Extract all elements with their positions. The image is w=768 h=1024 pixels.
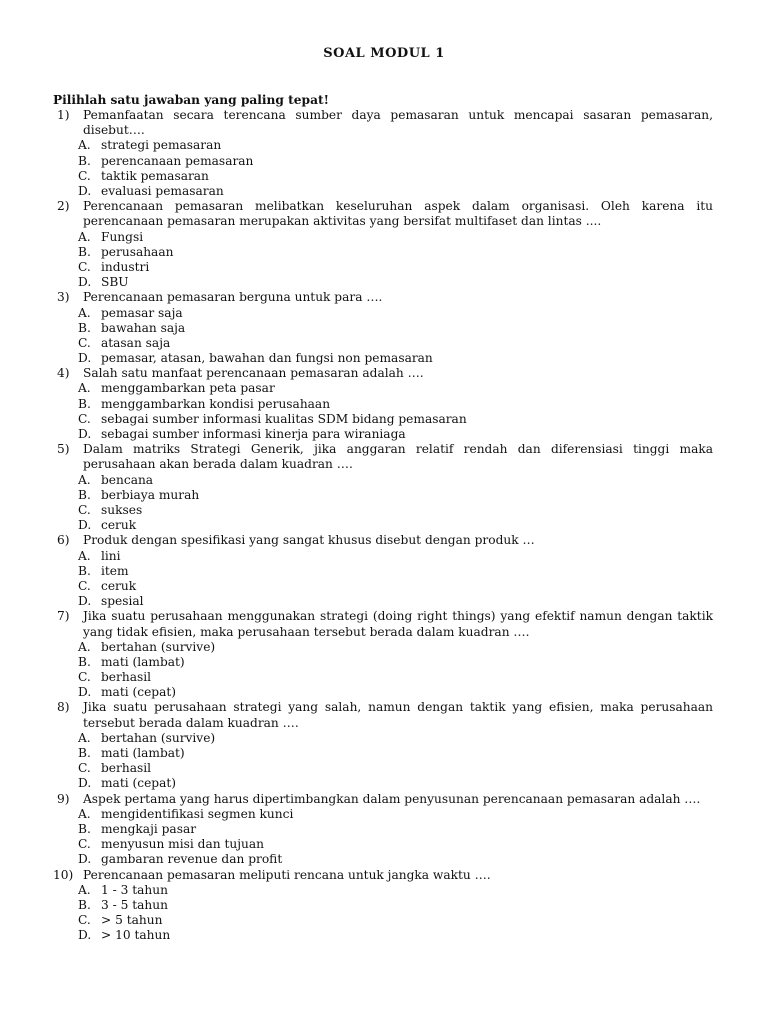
option-letter: B. bbox=[78, 396, 91, 411]
option-item bbox=[53, 655, 713, 670]
option-item bbox=[53, 837, 713, 852]
option-text: sebagai sumber informasi kualitas SDM bidang pemasaran bbox=[101, 411, 467, 426]
option-list bbox=[53, 473, 713, 534]
option-letter: C. bbox=[78, 913, 91, 928]
option-text: industri bbox=[101, 259, 150, 274]
option-text: sebagai sumber informasi kinerja para wiraniaga bbox=[101, 427, 406, 442]
option-letter: A. bbox=[78, 730, 91, 745]
option-item bbox=[53, 549, 713, 564]
question-line bbox=[53, 533, 713, 548]
option-letter: D. bbox=[78, 776, 92, 791]
option-item bbox=[53, 761, 713, 776]
question-item bbox=[53, 290, 713, 366]
question-number: 3) bbox=[57, 290, 70, 305]
option-letter: D. bbox=[78, 183, 92, 198]
option-letter: D. bbox=[78, 685, 92, 700]
question-number: 7) bbox=[57, 609, 70, 624]
option-text: > 5 tahun bbox=[101, 913, 163, 928]
question-line bbox=[53, 366, 713, 381]
option-letter: A. bbox=[78, 548, 91, 563]
option-text: atasan saja bbox=[101, 335, 171, 350]
option-text: bertahan (survive) bbox=[101, 639, 216, 654]
option-list bbox=[53, 731, 713, 792]
option-item bbox=[53, 230, 713, 245]
question-number: 5) bbox=[57, 442, 70, 457]
option-list bbox=[53, 381, 713, 442]
option-letter: D. bbox=[78, 427, 92, 442]
option-letter: A. bbox=[78, 381, 91, 396]
question-number: 2) bbox=[57, 199, 70, 214]
option-item bbox=[53, 397, 713, 412]
page-title: SOAL MODUL 1 bbox=[323, 46, 445, 61]
question-list bbox=[53, 93, 713, 944]
option-item bbox=[53, 852, 713, 867]
option-text: bencana bbox=[101, 472, 154, 487]
option-text: menyusun misi dan tujuan bbox=[101, 837, 264, 852]
question-line bbox=[53, 609, 713, 639]
option-letter: C. bbox=[78, 168, 91, 183]
option-letter: B. bbox=[78, 244, 91, 259]
option-text: strategi pemasaran bbox=[101, 138, 222, 153]
option-letter: B. bbox=[78, 563, 91, 578]
option-letter: C. bbox=[78, 335, 91, 350]
option-text: Fungsi bbox=[101, 229, 144, 244]
option-list bbox=[53, 306, 713, 367]
question-text: Pemanfaatan secara terencana sumber daya pemasaran untuk mencapai sasaran pemasaran, disebut…. bbox=[83, 108, 713, 138]
option-text: mengkaji pasar bbox=[101, 822, 197, 837]
option-text: mati (cepat) bbox=[101, 685, 177, 700]
option-letter: D. bbox=[78, 518, 92, 533]
option-text: 1 - 3 tahun bbox=[101, 882, 168, 897]
option-text: gambaran revenue dan profit bbox=[101, 852, 283, 867]
question-number: 1) bbox=[57, 108, 70, 122]
option-text: berhasil bbox=[101, 761, 152, 776]
option-letter: C. bbox=[78, 761, 91, 776]
option-item bbox=[53, 822, 713, 837]
option-list bbox=[53, 807, 713, 868]
option-item bbox=[53, 154, 713, 169]
option-letter: D. bbox=[78, 351, 92, 366]
option-letter: D. bbox=[78, 275, 92, 290]
question-line bbox=[53, 290, 713, 305]
question-line bbox=[53, 442, 713, 472]
option-text: mati (lambat) bbox=[101, 654, 185, 669]
option-text: pemasar saja bbox=[101, 305, 183, 320]
question-text: Dalam matriks Strategi Generik, jika anggaran relatif rendah dan diferensiasi tinggi maka perusahaan akan berada dalam kuadran …. bbox=[83, 442, 713, 472]
question-text: Perencanaan pemasaran melibatkan keseluruhan aspek dalam organisasi. Oleh karena itu perencanaan pemasaran merupakan aktivitas yang bersifat multifaset dan lintas .... bbox=[83, 199, 713, 229]
question-item bbox=[53, 868, 713, 944]
option-item bbox=[53, 321, 713, 336]
question-line bbox=[53, 868, 713, 883]
option-item bbox=[53, 275, 713, 290]
option-list bbox=[53, 549, 713, 610]
option-item bbox=[53, 503, 713, 518]
option-text: sukses bbox=[101, 503, 143, 517]
option-item bbox=[53, 488, 713, 503]
option-letter: B. bbox=[78, 822, 91, 837]
option-item bbox=[53, 427, 713, 442]
question-item bbox=[53, 199, 713, 290]
option-letter: A. bbox=[78, 138, 91, 153]
option-letter: B. bbox=[78, 897, 91, 912]
option-letter: D. bbox=[78, 928, 92, 943]
option-item bbox=[53, 260, 713, 275]
option-item bbox=[53, 351, 713, 366]
question-text: Produk dengan spesifikasi yang sangat khusus disebut dengan produk … bbox=[83, 533, 535, 548]
question-item bbox=[53, 108, 713, 199]
option-item bbox=[53, 306, 713, 321]
option-letter: C. bbox=[78, 259, 91, 274]
option-text: item bbox=[101, 563, 129, 578]
questions-container bbox=[53, 108, 713, 944]
question-number: 10) bbox=[53, 867, 74, 882]
option-item bbox=[53, 746, 713, 761]
question-text: Perencanaan pemasaran meliputi rencana untuk jangka waktu …. bbox=[83, 867, 491, 882]
option-text: menggambarkan peta pasar bbox=[101, 381, 275, 396]
option-item bbox=[53, 138, 713, 153]
option-letter: A. bbox=[78, 639, 91, 654]
option-text: ceruk bbox=[101, 578, 137, 593]
option-item bbox=[53, 913, 713, 928]
option-text: SBU bbox=[101, 275, 129, 290]
option-letter: D. bbox=[78, 852, 92, 867]
option-item bbox=[53, 245, 713, 260]
option-item bbox=[53, 883, 713, 898]
option-list bbox=[53, 138, 713, 199]
option-letter: B. bbox=[78, 153, 91, 168]
option-letter: A. bbox=[78, 472, 91, 487]
question-number: 6) bbox=[57, 533, 70, 548]
option-item bbox=[53, 473, 713, 488]
question-item bbox=[53, 792, 713, 868]
option-item bbox=[53, 640, 713, 655]
option-letter: A. bbox=[78, 229, 91, 244]
option-item bbox=[53, 412, 713, 427]
option-item bbox=[53, 169, 713, 184]
option-list bbox=[53, 640, 713, 701]
question-number: 9) bbox=[57, 791, 70, 806]
option-item bbox=[53, 336, 713, 351]
option-text: bertahan (survive) bbox=[101, 730, 216, 745]
option-letter: D. bbox=[78, 594, 92, 609]
question-text: Jika suatu perusahaan strategi yang salah, namun dengan taktik yang efisien, maka perusahaan tersebut berada dalam kuadran …. bbox=[83, 700, 713, 730]
option-item bbox=[53, 807, 713, 822]
option-letter: A. bbox=[78, 806, 91, 821]
question-item bbox=[53, 700, 713, 791]
option-text: mengidentifikasi segmen kunci bbox=[101, 806, 294, 821]
option-item bbox=[53, 685, 713, 700]
option-text: evaluasi pemasaran bbox=[101, 183, 224, 198]
option-item bbox=[53, 928, 713, 943]
option-letter: A. bbox=[78, 882, 91, 897]
option-text: mati (cepat) bbox=[101, 776, 177, 791]
question-text: Salah satu manfaat perencanaan pemasaran adalah …. bbox=[83, 366, 424, 381]
question-item bbox=[53, 609, 713, 700]
option-text: bawahan saja bbox=[101, 320, 186, 335]
question-line bbox=[53, 792, 713, 807]
option-text: spesial bbox=[101, 594, 144, 609]
option-item bbox=[53, 594, 713, 609]
question-text: Aspek pertama yang harus dipertimbangkan dalam penyusunan perencanaan pemasaran adalah …. bbox=[83, 791, 701, 806]
question-text: Perencanaan pemasaran berguna untuk para …. bbox=[83, 290, 383, 305]
question-item bbox=[53, 533, 713, 609]
option-letter: B. bbox=[78, 654, 91, 669]
option-item bbox=[53, 731, 713, 746]
question-line bbox=[53, 108, 713, 138]
option-letter: C. bbox=[78, 670, 91, 685]
option-item bbox=[53, 776, 713, 791]
option-item bbox=[53, 381, 713, 396]
option-letter: B. bbox=[78, 746, 91, 761]
option-letter: B. bbox=[78, 320, 91, 335]
option-letter: C. bbox=[78, 837, 91, 852]
question-item bbox=[53, 442, 713, 533]
option-text: pemasar, atasan, bawahan dan fungsi non pemasaran bbox=[101, 351, 433, 366]
option-letter: C. bbox=[78, 503, 91, 517]
option-text: perusahaan bbox=[101, 244, 174, 259]
option-item bbox=[53, 670, 713, 685]
option-item bbox=[53, 579, 713, 594]
question-item bbox=[53, 366, 713, 442]
option-letter: B. bbox=[78, 487, 91, 502]
question-text: Jika suatu perusahaan menggunakan strategi (doing right things) yang efektif namun dengan taktik yang tidak efisien, maka perusahaan tersebut berada dalam kuadran …. bbox=[83, 609, 713, 639]
instruction-text: Pilihlah satu jawaban yang paling tepat! bbox=[53, 93, 329, 107]
question-line bbox=[53, 700, 713, 730]
question-number: 8) bbox=[57, 700, 70, 715]
option-text: berhasil bbox=[101, 670, 152, 685]
option-item bbox=[53, 518, 713, 533]
option-text: taktik pemasaran bbox=[101, 168, 209, 183]
option-letter: C. bbox=[78, 578, 91, 593]
option-list bbox=[53, 230, 713, 291]
question-number: 4) bbox=[57, 366, 70, 381]
option-letter: C. bbox=[78, 411, 91, 426]
option-text: mati (lambat) bbox=[101, 746, 185, 761]
option-item bbox=[53, 564, 713, 579]
option-text: perencanaan pemasaran bbox=[101, 153, 254, 168]
option-item bbox=[53, 184, 713, 199]
option-text: ceruk bbox=[101, 518, 137, 533]
option-list bbox=[53, 883, 713, 944]
option-text: lini bbox=[101, 548, 121, 563]
question-line bbox=[53, 199, 713, 229]
option-text: 3 - 5 tahun bbox=[101, 897, 168, 912]
option-text: menggambarkan kondisi perusahaan bbox=[101, 396, 331, 411]
option-item bbox=[53, 898, 713, 913]
option-text: > 10 tahun bbox=[101, 928, 171, 943]
option-letter: A. bbox=[78, 305, 91, 320]
option-text: berbiaya murah bbox=[101, 487, 200, 502]
